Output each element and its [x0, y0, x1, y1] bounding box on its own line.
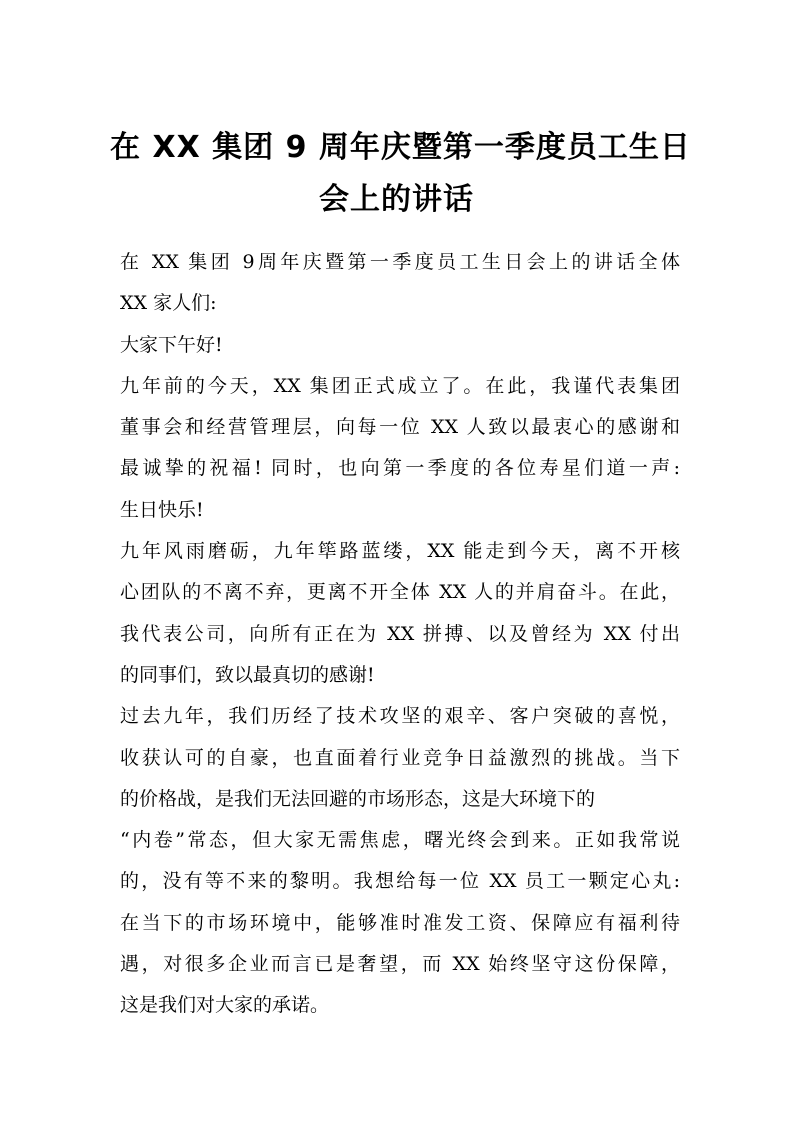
- body-line-9: 心团队的不离不弃，更离不开全体 XX 人的并肩奋斗。在此，: [120, 581, 680, 604]
- body-line-2: XX 家人们:: [120, 292, 217, 315]
- body-line-3: 大家下午好!: [120, 333, 223, 356]
- body-line-17: 在当下的市场环境中，能够准时准发工资、保障应有福利待: [120, 911, 680, 934]
- document-body: [120, 242, 680, 1027]
- body-line-5: 董事会和经营管理层，向每一位 XX 人致以最衷心的感谢和: [120, 416, 680, 439]
- body-line-12: 过去九年，我们历经了技术攻坚的艰辛、客户突破的喜悦，: [120, 705, 680, 728]
- body-line-4: 九年前的今天，XX 集团正式成立了。在此，我谨代表集团: [120, 374, 680, 397]
- title-line-2: 会上的讲话: [319, 182, 474, 217]
- body-line-7: 生日快乐!: [120, 498, 204, 521]
- body-line-8: 九年风雨磨砺，九年筚路蓝缕，XX 能走到今天，离不开核: [120, 540, 680, 563]
- document-title: [110, 122, 691, 226]
- body-line-10: 我代表公司，向所有正在为 XX 拼搏、以及曾经为 XX 付出: [120, 622, 680, 645]
- body-line-6: 最诚挚的祝福! 同时，也向第一季度的各位寿星们道一声:: [120, 457, 680, 480]
- title-line-1: 在 XX 集团 9 周年庆暨第一季度员工生日: [110, 130, 691, 165]
- body-line-18: 遇，对很多企业而言已是奢望，而 XX 始终坚守这份保障，: [120, 953, 680, 976]
- body-line-13: 收获认可的自豪，也直面着行业竞争日益激烈的挑战。当下: [120, 746, 680, 769]
- body-line-15: “内卷”常态，但大家无需焦虑，曙光终会到来。正如我常说: [120, 829, 680, 852]
- body-line-1: 在 XX 集团 9周年庆暨第一季度员工生日会上的讲话全体: [120, 251, 680, 273]
- body-line-19: 这是我们对大家的承诺。: [120, 994, 330, 1017]
- body-line-16: 的，没有等不来的黎明。我想给每一位 XX 员工一颗定心丸:: [120, 870, 680, 893]
- body-line-11: 的同事们，致以最真切的感谢!: [120, 663, 375, 686]
- body-line-14: 的价格战，是我们无法回避的市场形态，这是大环境下的: [120, 787, 596, 810]
